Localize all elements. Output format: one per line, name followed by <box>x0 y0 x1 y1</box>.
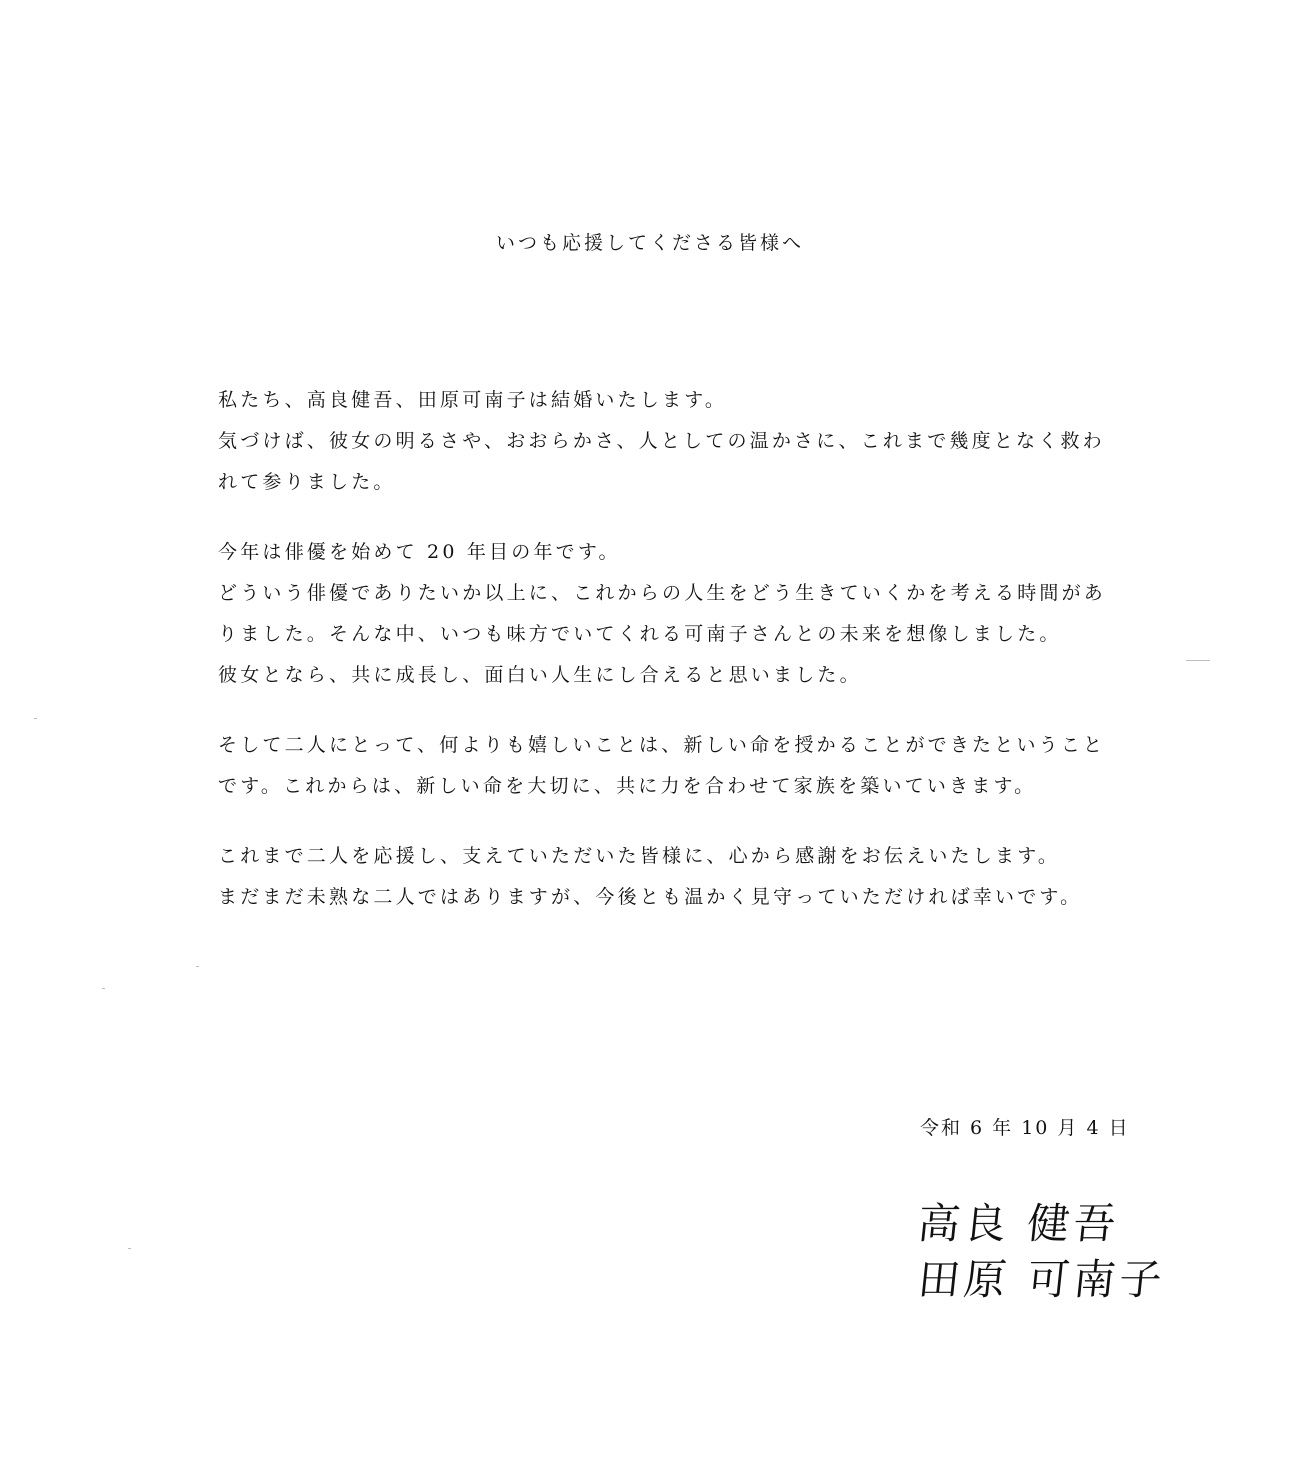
paragraph-thanks <box>218 836 1118 918</box>
scan-speck <box>34 718 37 719</box>
scan-speck <box>128 1248 131 1249</box>
handwritten-signature <box>915 1196 1168 1316</box>
paragraph-marriage <box>218 380 1118 503</box>
body-line: まだまだ未熟な二人ではありますが、今後とも温かく見守っていただければ幸いです。 <box>218 886 1083 908</box>
scan-speck <box>196 966 199 967</box>
scan-speck <box>1186 660 1210 661</box>
body-line: どういう俳優でありたいか以上に、これからの人生をどう生きていくかを考える時間があ <box>218 582 1107 604</box>
signature-name: 高良 健吾 <box>915 1199 1122 1248</box>
scan-speck <box>102 988 105 989</box>
letter-date: 令和 6 年 10 月 4 日 <box>920 1117 1130 1139</box>
signature-name: 田原 可南子 <box>915 1255 1168 1304</box>
body-line: りました。そんな中、いつも味方でいてくれる可南子さんとの未来を想像しました。 <box>218 623 1062 645</box>
body-line: そして二人にとって、何よりも嬉しいことは、新しい命を授かることができたということ <box>218 734 1106 756</box>
body-line: れて参りました。 <box>218 471 396 493</box>
paragraph-career <box>218 532 1118 696</box>
paragraph-new-life <box>218 725 1118 807</box>
body-line: 私たち、高良健吾、田原可南子は結婚いたします。 <box>218 389 728 411</box>
body-line: 今年は俳優を始めて 20 年目の年です。 <box>218 541 621 563</box>
body-line: 気づけば、彼女の明るさや、おおらかさ、人としての温かさに、これまで幾度となく救わ <box>218 430 1105 452</box>
body-line: です。これからは、新しい命を大切に、共に力を合わせて家族を築いていきます。 <box>218 775 1037 797</box>
body-line: これまで二人を応援し、支えていただいた皆様に、心から感謝をお伝えいたします。 <box>218 845 1061 867</box>
letter-body <box>218 380 1118 947</box>
body-line: 彼女となら、共に成長し、面白い人生にし合えると思いました。 <box>218 664 862 686</box>
salutation-heading: いつも応援してくださる皆様へ <box>495 232 804 254</box>
